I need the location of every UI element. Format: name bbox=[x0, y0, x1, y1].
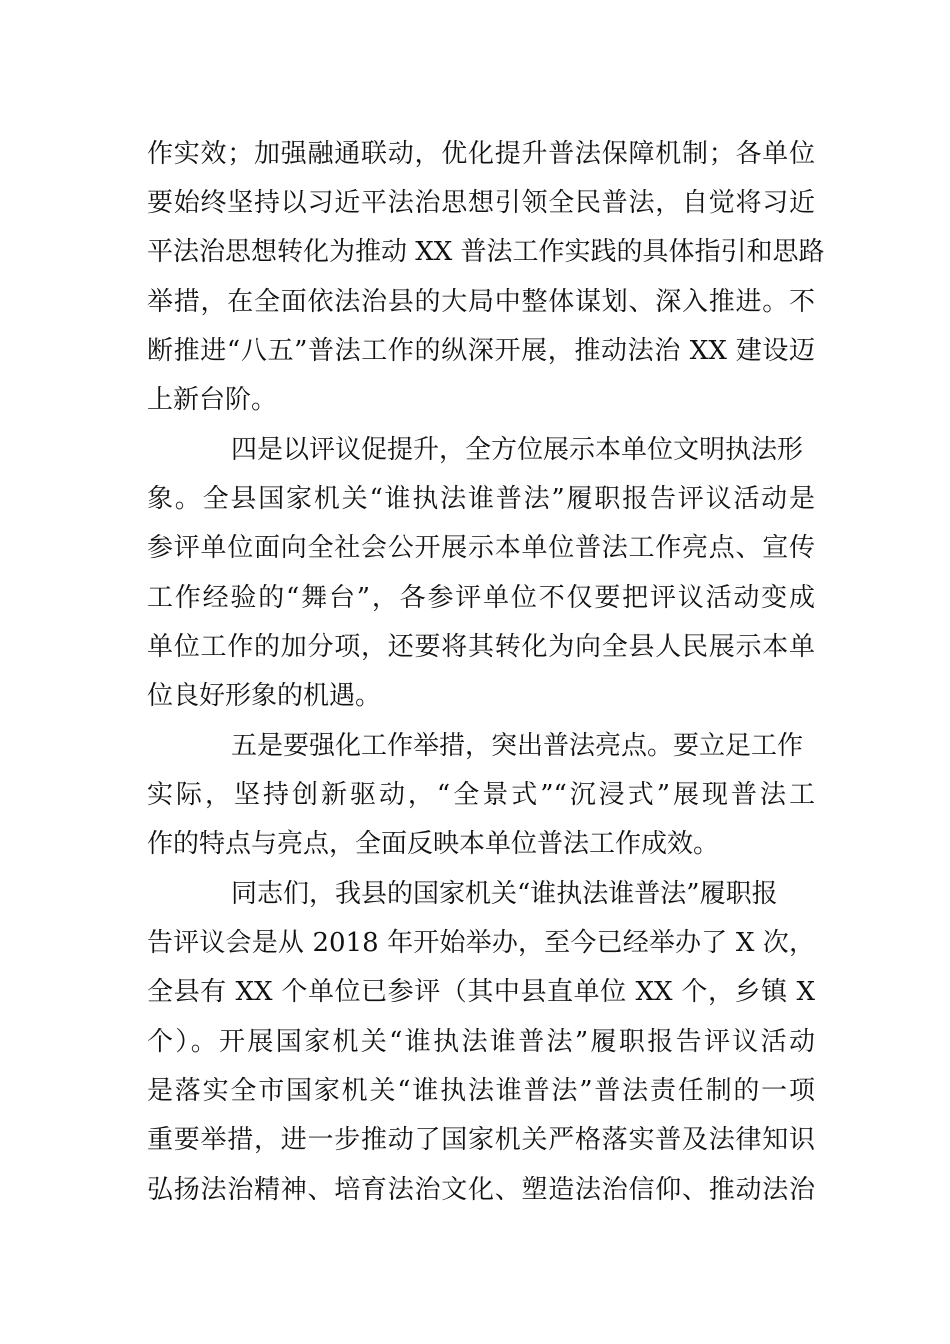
paragraph-start-line: 同志们，我县的国家机关“谁执法谁普法”履职报 bbox=[231, 879, 778, 909]
text-line: 参评单位面向全社会公开展示本单位普法工作亮点、宣传 bbox=[147, 533, 815, 563]
text-line: 作实效；加强融通联动，优化提升普法保障机制；各单位 bbox=[147, 139, 815, 169]
text-line: 断推进“八五”普法工作的纵深开展，推动法治 XX 建设迈 bbox=[147, 336, 815, 366]
text-line: 是落实全市国家机关“谁执法谁普法”普法责任制的一项 bbox=[147, 1076, 815, 1106]
text-line: 单位工作的加分项，还要将其转化为向全县人民展示本单 bbox=[147, 632, 815, 662]
text-line: 要始终坚持以习近平法治思想引领全民普法，自觉将习近 bbox=[147, 188, 815, 218]
paragraph-start-line: 五是要强化工作举措，突出普法亮点。要立足工作 bbox=[231, 731, 804, 761]
text-line: 弘扬法治精神、培育法治文化、塑造法治信仰、推动法治 bbox=[147, 1175, 815, 1205]
text-line: 作的特点与亮点，全面反映本单位普法工作成效。 bbox=[147, 829, 720, 859]
text-line: 全县有 XX 个单位已参评（其中县直单位 XX 个，乡镇 X bbox=[147, 977, 815, 1007]
text-line: 举措，在全面依法治县的大局中整体谋划、深入推进。不 bbox=[147, 287, 815, 317]
text-line: 位良好形象的机遇。 bbox=[147, 681, 382, 711]
text-line: 重要举措，进一步推动了国家机关严格落实普及法律知识 bbox=[147, 1125, 815, 1155]
paragraph-start-line: 四是以评议促提升，全方位展示本单位文明执法形 bbox=[231, 435, 804, 465]
text-line: 实际，坚持创新驱动，“全景式”“沉浸式”展现普法工 bbox=[147, 780, 815, 810]
text-line: 象。全县国家机关“谁执法谁普法”履职报告评议活动是 bbox=[147, 484, 815, 514]
text-line: 平法治思想转化为推动 XX 普法工作实践的具体指引和思路 bbox=[147, 237, 825, 267]
text-line: 上新台阶。 bbox=[147, 385, 278, 415]
text-line: 告评议会是从 2018 年开始举办，至今已经举办了 X 次， bbox=[147, 928, 815, 958]
text-line: 工作经验的“舞台”，各参评单位不仅要把评议活动变成 bbox=[147, 583, 815, 613]
text-line: 个）。开展国家机关“谁执法谁普法”履职报告评议活动 bbox=[147, 1027, 815, 1057]
